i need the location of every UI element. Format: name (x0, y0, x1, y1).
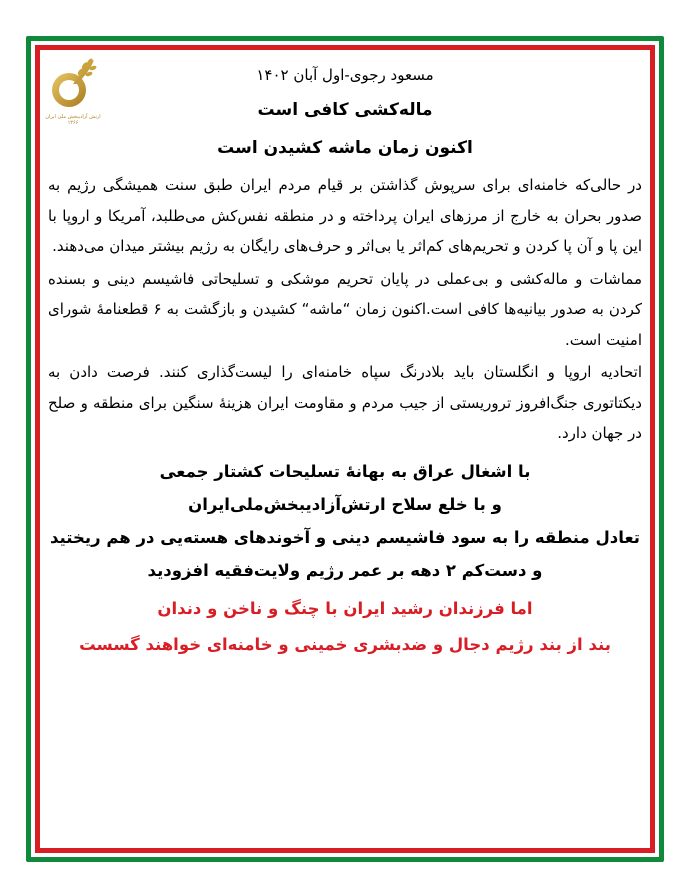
title-line-2: اکنون زمان ماشه کشیدن است (217, 138, 473, 158)
logo-caption: ارتش آزادیبخش ملی ایران ۱۳۶۶ (45, 114, 101, 126)
paragraph-1: در حالی‌که خامنه‌ای برای سرپوش گذاشتن بر قیام مردم ایران طبق سنت همیشگی رژیم به صدور بحران به خارج از مرزهای ایران پرداخته و در منطقه نفس‌کش می‌طلبد، آمریکا و اروپا با این پا و آن پا کردن و تحریم‌های کم‌اثر یا بی‌اثر و حرف‌های رایگان به رژیم بیشتر میدان می‌دهند. (48, 176, 642, 255)
byline: مسعود رجوی-اول آبان ۱۴۰۲ (256, 66, 434, 84)
bold-line: و با خلع سلاح ارتش‌آزادیبخش‌ملی‌ایران (188, 494, 502, 514)
title-line-1: ماله‌کشی کافی است (257, 100, 433, 120)
red-line: بند از بند رژیم دجال و ضدبشری خمینی و خامنه‌ای خواهند گسست (79, 634, 611, 654)
bold-line: تعادل منطقه را به سود فاشیسم دینی و آخوندهای هسته‌یی در هم ریختید (50, 527, 640, 547)
paragraph-3: اتحادیه اروپا و انگلستان باید بلادرنگ سپاه خامنه‌ای را لیست‌گذاری کنند. فرصت دادن به دیکتاتوری جنگ‌افروز تروریستی از جیب مردم و مقاومت ایران هزینهٔ سنگین برای منطقه و صلح در جهان دارد. (48, 363, 642, 442)
bold-line: با اشغال عراق به بهانهٔ تسلیحات کشتار جمعی (159, 461, 531, 481)
paragraph-2: مماشات و ماله‌کشی و بی‌عملی در پایان تحریم موشکی و تسلیحاتی فاشیسم دینی و بسنده کردن به صدور بیانیه‌ها کافی است.اکنون زمان “ماشه“ کشیدن و بازگشت به ۶ قطعنامهٔ شورای امنیت است. (48, 269, 643, 349)
statement-body (48, 50, 642, 663)
red-line: اما فرزندان رشید ایران با چنگ و ناخن و دندان (157, 598, 533, 618)
bold-line: و دست‌کم ۲ دهه بر عمر رژیم ولایت‌فقیه افزودید (147, 560, 543, 580)
